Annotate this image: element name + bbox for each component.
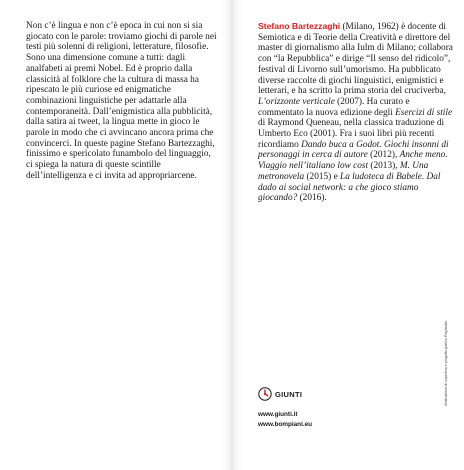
- bio-text: (Milano, 1962) è docente di Semiotica e di Teorie della Creatività e direttore del master di giornalismo alla Iulm di Milano; collabora con “la Repubblica” e dirige “Il senso del ridicolo”, festival di Livorno sull’umorismo. Ha pubblicato diverse raccolte di giochi linguistici, enigmistici e letterari, e ha scritto la prima storia del cruciverba,: [258, 22, 453, 97]
- bio-text: (2007). Ha curato e commentato la nuova edizione degli: [258, 96, 410, 118]
- bio-text: di Raymond Queneau, nella classica traduzione di Umberto Eco (2001). Fra i suoi libri più recenti ricordiamo: [258, 118, 445, 150]
- bio-text: (2016).: [297, 193, 327, 204]
- bio-text: (2015) e: [304, 171, 341, 182]
- back-cover-blurb: Non c’è lingua e non c’è epoca in cui non si sia giocato con le parole: troviamo giochi di parole nei testi più solenni di religioni, letterature, filosofie. Sono una dimensione comune a tutti: dagli analfabeti ai premi Nobel. Ed è proprio dalla classicità al folklore che la cultura di massa ha ripescato le più curiose ed enigmatiche combinazioni linguistiche per adattarle alla contemporaneità. Dall’enigmistica alla pubblicità, dalla satira ai tweet, la lingua mette in gioco le parole in modo che ci avvincano ancora prima che convincerci. In queste pagine Stefano Bartezzaghi, finissimo e spericolato funambolo del linguaggio, ci spiega la natura di queste scintille dell’intelligenza e ci invita ad appropriarcene.: [26, 21, 217, 181]
- publisher-websites: [258, 410, 312, 429]
- website-link[interactable]: www.bompiani.eu: [258, 420, 313, 428]
- bio-text: (2012),: [367, 150, 400, 161]
- book-title: Anche meno. Viaggio nell’italiano low cost: [258, 150, 448, 172]
- publisher-mark-icon: [258, 387, 272, 401]
- book-title: Dando buca a Godot. Giochi insonni di personaggi in cerca di autore: [258, 139, 449, 161]
- publisher-name: GIUNTI: [275, 389, 303, 399]
- author-bio: [258, 21, 454, 204]
- publisher-logo: [258, 387, 302, 401]
- book-title: Esercizi di stile: [395, 107, 453, 118]
- bio-text: (2013),: [368, 161, 400, 172]
- book-title: La ludoteca di Babele. Dal dado ai social network: a che gioco stiamo giocando?: [258, 171, 441, 204]
- website-link[interactable]: www.giunti.it: [258, 411, 298, 418]
- book-title: L’orizzonte verticale: [258, 96, 335, 107]
- cover-credit: Illustrazione di copertina e progetto grafico Polystudio: [444, 320, 448, 406]
- book-spine-shadow: [222, 0, 242, 470]
- book-title: M. Una metronovela: [258, 161, 429, 182]
- author-name: Stefano Bartezzaghi: [258, 21, 341, 31]
